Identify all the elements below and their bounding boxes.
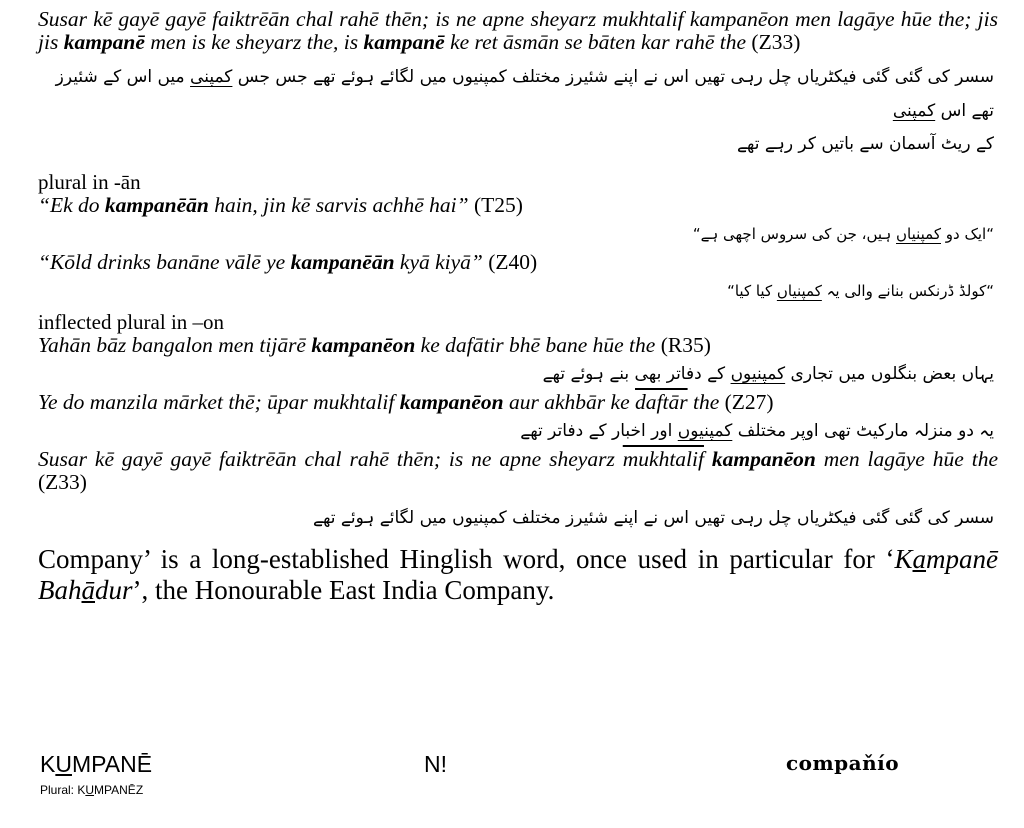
section-heading-inflected-plural: inflected plural in –on (38, 310, 225, 334)
example-z40-romanized: “Kōld drinks banāne vālē ye kampanēān kyā kiyā” (Z40) (38, 250, 538, 274)
source-ref: (Z40) (482, 250, 538, 274)
example-t25-urdu: “ایک دو کمپنیاں ہیں، جن کی سروس اچھی ہے“ (692, 225, 994, 243)
example-r35-romanized: Yahān bāz bangalon men tijārē kampanēon ke dafātir bhē bane hūe the (R35) (38, 333, 711, 357)
etymology: compaňío (786, 751, 900, 775)
example-z27-romanized: Ye do manzila mārket thē; ūpar mukhtalif kampanēon aur akhbār ke daftār the (Z27) (38, 390, 774, 414)
plural-form: Plural: KUMPANĒZ (40, 783, 144, 797)
keyword: kampanē (363, 30, 445, 54)
keyword: kampanēān (104, 193, 209, 217)
source-ref: (R35) (655, 333, 711, 357)
example-t25-romanized: “Ek do kampanēān hain, jin kē sarvis achhē hai” (T25) (38, 193, 523, 217)
headword: KUMPANĒ (40, 751, 153, 777)
example-z27-urdu: یہ دو منزلہ مارکیٹ تھی اوپر مختلف کمپنیوں اور اخبار کے دفاتر تھے (520, 421, 994, 441)
source-ref: (Z33) (746, 30, 801, 54)
example-z33b-urdu: سسر کی گئی گئی فیکٹریاں چل رہی تھیں اس نے اپنے شئیرز مختلف کمپنیوں میں لگائے ہوئے تھے (312, 508, 994, 528)
example-z33b-romanized: Susar kē gayē gayē faiktrēān chal rahē thēn; is ne apne sheyarz mukhtalif kampanēon men lagāye hūe the (Z33) (38, 447, 999, 494)
keyword: kampanēān (290, 250, 395, 274)
example-r35-urdu: یہاں بعض بنگلوں میں تجاری کمپنیوں کے دفاتر بھی بنے ہوئے تھے (542, 364, 994, 384)
section-heading-plural-an: plural in -ān (38, 170, 141, 194)
example-z33-urdu: سسر کی گئی گئی فیکٹریاں چل رہی تھیں اس نے اپنے شئیرز مختلف کمپنیوں میں لگائے ہوئے تھے جس جس کمپنی میں اس کے شئیرز تھے اس کمپنی (55, 67, 994, 121)
keyword: kampanē (63, 30, 145, 54)
example-z33-romanized: Susar kē gayē gayē faiktrēān chal rahē thēn; is ne apne sheyarz mukhtalif kampanēon men lagāye hūe the; jis jis kampanē men is ke sheyarz the, is kampanē ke ret āsmān se bāten kar rahē the (Z33) (38, 7, 998, 54)
example-z40-urdu: “کولڈ ڈرنکس بنانے والی یہ کمپنیاں کیا کیا“ (727, 282, 994, 300)
keyword: kampanēon (711, 447, 816, 471)
keyword: kampanēon (399, 390, 504, 414)
source-ref: (Z33) (38, 470, 87, 494)
gender-marker: N! (424, 751, 447, 777)
dictionary-entry (38, 6, 998, 606)
source-ref: (T25) (468, 193, 523, 217)
source-ref: (Z27) (719, 390, 774, 414)
keyword: kampanēon (311, 333, 416, 357)
usage-note: Company’ is a long-established Hinglish word, once used in particular for ‘Kampanē Bahādur’, the Honourable East India Company. (38, 544, 998, 605)
headword-line (40, 751, 980, 781)
example-z33-urdu-line2: کے ریٹ آسمان سے باتیں کر رہے تھے (736, 134, 994, 154)
